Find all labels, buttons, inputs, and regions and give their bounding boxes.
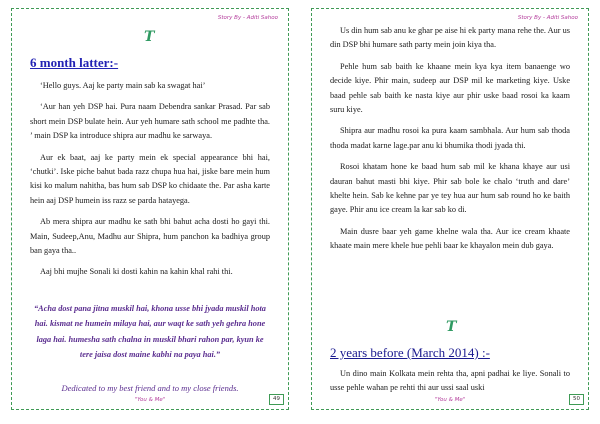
page-number: 49 (269, 394, 284, 405)
right-body-text (330, 24, 570, 261)
t-ornament-icon: T (446, 319, 457, 335)
right-page (311, 8, 589, 410)
paragraph: Un dino main Kolkata mein rehta tha, apni padhai ke liye. Sonali to usse pehle wahan pe rehti thi aur ussi saal uski (330, 369, 570, 393)
dedication: Dedicated to my best friend and to my close friends. (61, 383, 239, 393)
left-page (11, 8, 289, 410)
page-number: 50 (569, 394, 584, 405)
section-heading: 6 month latter:- (30, 55, 119, 70)
left-body-text (30, 79, 270, 287)
footer-title: "You & Me" (134, 397, 166, 403)
paragraph: Us din hum sab anu ke ghar pe aise hi ek party mana rehe the. Aur us din DSP bhi humare sath party mein join kiya tha. (330, 26, 570, 50)
footer-title: "You & Me" (434, 397, 466, 403)
paragraph: ‘Hello guys. Aaj ke party main sab ka swagat hai’ (40, 81, 206, 90)
section-heading: 2 years before (March 2014) :- (330, 345, 490, 360)
paragraph: Shipra aur madhu rosoi ka pura kaam sambhala. Aur hum sab thoda thoda madat karne lage.par anu ki bhumika thodi jyada thi. (330, 126, 570, 150)
paragraph: Aaj bhi mujhe Sonali ki dosti kahin na kahin khal rahi thi. (40, 267, 233, 277)
t-ornament-icon: T (144, 29, 155, 45)
paragraph: Main dusre baar yeh game khelne wala tha. Aur ice cream khaate khaate main mere khele hue pehli baar ke khayalon mein dub gaya. (330, 226, 570, 251)
paragraph: Rosoi khatam hone ke baad hum sab mil ke khana khaye aur usi dauran bahut masti bhi kiye. Phir sab bole ke chalo ‘truth and dare’ khelte hein. Sab ke kehne par ye tey hua aur hum sab round ho ke baith gaye. Phir anu ice cream la kar sab ko di. (330, 162, 570, 215)
paragraph: ‘Aur han yeh DSP hai. Pura naam Debendra sankar Prasad. Par sab short mein DSP bulate hein. Aur yeh humare sath school me padhte tha. ’ main DSP ka introduce shipra aur madhu ke sarwaya. (30, 102, 270, 141)
paragraph: Ab mera shipra aur madhu ke sath bhi bahut acha dosti ho gayi thi. Main, Sudeep,Anu, Madhu aur Shipra, hum panchon ka badhiya group ban gaya tha.. (30, 217, 270, 256)
paragraph: Aur ek baat, aaj ke party mein ek special appearance bhi hai, ‘chutki’. Iske piche bahut bada razz chupa hua hai, jiske bare mein hum kisi ko malum nahitha, bas hum sab DSP ko chidaate the. Par asha karte hein aaj DSP humein iss razz se parda hatayega. (30, 152, 270, 205)
paragraph: Pehle hum sab baith ke khaane mein kya kya item banaenge wo decide kiye. Phir main, sudeep aur DSP mil ke marketing kiye. Uske baad pehle sab baith ke nasta kiye aur phir uske baad rosoi ka kaam suru kiye. (330, 61, 570, 115)
header-credit: Story By - Aditi Sahoo (217, 15, 278, 21)
quote: “Acha dost pana jitna muskil hai, khona usse bhi jyada muskil hota hai. kismat ne humein milaya hai, aur waqt ke sath yeh gehra hone laga hai. humesha sath chalna in muskil bhari rahon par, kyun ke tere jaisa dost maine kabhi na paya hai.” (34, 304, 266, 360)
header-credit: Story By - Aditi Sahoo (517, 15, 578, 21)
